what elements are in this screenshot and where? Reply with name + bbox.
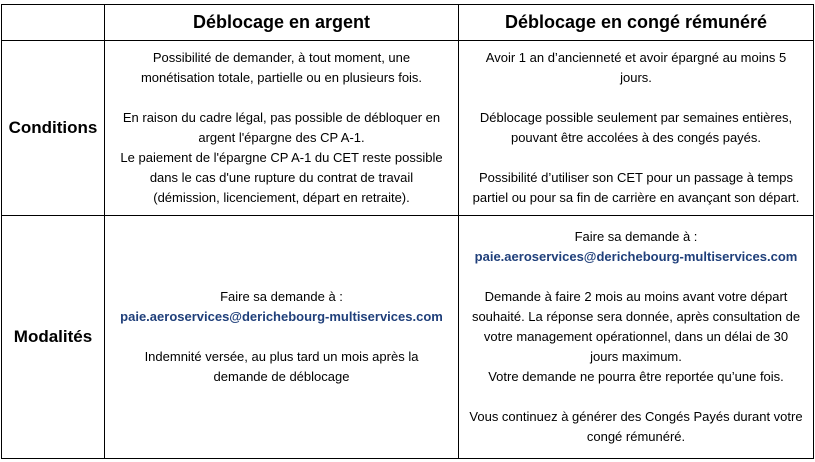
text-line: Votre demande ne pourra être reportée qu’une fois. (488, 369, 784, 384)
text-line: demande de déblocage (213, 369, 350, 384)
text-line: Vous continuez à générer des Congés Payés durant votre (469, 409, 803, 424)
spacer (459, 267, 813, 287)
text-line: Avoir 1 an d’ancienneté et avoir épargné au moins 5 (485, 50, 787, 65)
column-header-conge: Déblocage en congé rémunéré (459, 5, 814, 41)
row-header-modalites: Modalités (2, 216, 105, 459)
text-line: jours maximum. (590, 349, 682, 364)
text-line: congé rémunéré. (586, 429, 686, 444)
spacer (459, 88, 813, 108)
text-line: Faire sa demande à : (220, 289, 343, 304)
text-line: souhaité. La réponse sera donnée, après consultation de (471, 309, 801, 324)
text-line: pouvant être accolées à des congés payés. (510, 130, 762, 145)
text-line: Possibilité de demander, à tout moment, une (152, 50, 411, 65)
text-line: dans le cas d'une rupture du contrat de travail (149, 170, 414, 185)
text-line: votre management opérationnel, dans un délai de 30 (483, 329, 789, 344)
spacer (105, 88, 458, 108)
text-line: En raison du cadre légal, pas possible de débloquer en (122, 110, 441, 125)
text-line: Possibilité d’utiliser son CET pour un passage à temps (478, 170, 794, 185)
corner-cell (2, 5, 105, 41)
row-header-conditions: Conditions (2, 41, 105, 216)
spacer (459, 387, 813, 407)
modalites-row (2, 216, 814, 459)
text-line: partiel ou pour sa fin de carrière en avançant son départ. (472, 190, 800, 205)
cet-table (1, 4, 814, 459)
modalites-argent-cell (105, 216, 459, 459)
text-line: jours. (620, 70, 652, 85)
spacer (105, 327, 458, 347)
text-line: argent l'épargne des CP A-1. (198, 130, 365, 145)
conditions-argent-cell (105, 41, 459, 216)
conditions-row (2, 41, 814, 216)
text-line: Le paiement de l'épargne CP A-1 du CET reste possible (120, 150, 443, 165)
text-line: Indemnité versée, au plus tard un mois après la (144, 349, 419, 364)
text-line: Déblocage possible seulement par semaines entières, (479, 110, 793, 125)
text-line: (démission, licenciement, départ en retraite). (153, 190, 410, 205)
modalites-conge-cell (459, 216, 814, 459)
text-line: Faire sa demande à : (574, 229, 698, 244)
header-row (2, 5, 814, 41)
email-link[interactable]: paie.aeroservices@derichebourg-multiservices.com (474, 249, 798, 264)
spacer (459, 148, 813, 168)
email-link[interactable]: paie.aeroservices@derichebourg-multiservices.com (120, 309, 443, 324)
text-line: monétisation totale, partielle ou en plusieurs fois. (140, 70, 423, 85)
text-line: Demande à faire 2 mois au moins avant votre départ (484, 289, 788, 304)
column-header-argent: Déblocage en argent (105, 5, 459, 41)
conditions-conge-cell (459, 41, 814, 216)
